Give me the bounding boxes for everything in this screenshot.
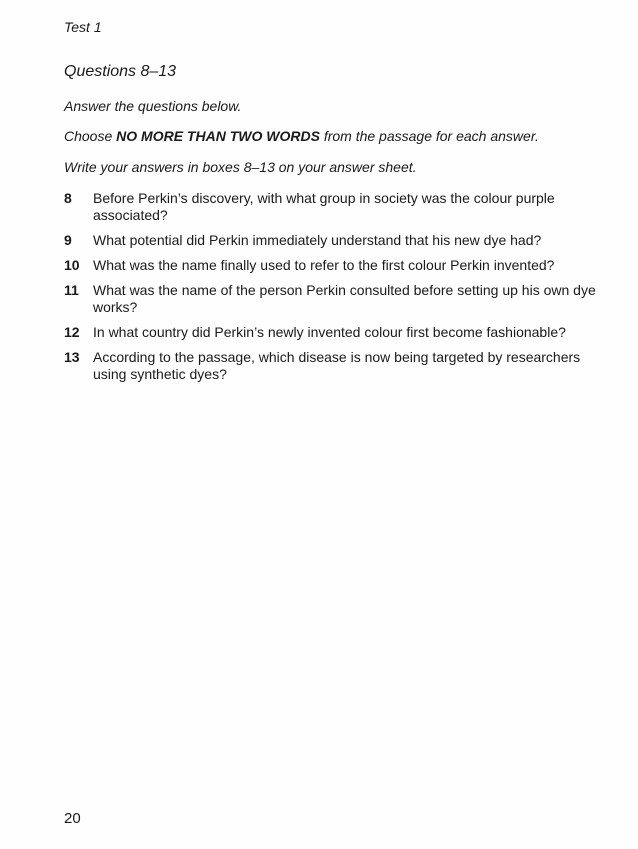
question-item [64,232,604,249]
question-number: 9 [64,232,72,248]
question-number: 12 [64,324,80,340]
question-item [64,324,604,341]
questions-heading: Questions 8–13 [64,63,177,80]
question-text: Before Perkin’s discovery, with what group in society was the colour purple associated? [93,190,555,223]
question-item [64,349,604,383]
question-text: What was the name of the person Perkin consulted before setting up his own dye works? [93,282,596,315]
question-text: According to the passage, which disease is now being targeted by researchers using synthetic dyes? [93,349,581,382]
question-number: 11 [64,282,79,298]
question-list [64,190,604,391]
question-number: 8 [64,190,72,206]
question-text: What potential did Perkin immediately understand that his new dye had? [93,232,542,248]
page-number: 20 [64,810,81,827]
question-item [64,257,604,274]
question-number: 13 [64,349,80,365]
instruction-choose-prefix: Choose [64,128,113,144]
question-item [64,190,604,224]
question-item [64,282,604,316]
running-head: Test 1 [64,19,102,35]
instruction-choose [64,128,539,144]
question-number: 10 [64,257,80,273]
instruction-word-limit: NO MORE THAN TWO WORDS [116,128,320,144]
question-text: In what country did Perkin’s newly invented colour first become fashionable? [93,324,566,340]
instruction-answer: Answer the questions below. [64,98,242,114]
instruction-choose-suffix: from the passage for each answer. [323,128,539,144]
instruction-write: Write your answers in boxes 8–13 on your answer sheet. [64,159,417,175]
question-text: What was the name finally used to refer to the first colour Perkin invented? [93,257,555,273]
